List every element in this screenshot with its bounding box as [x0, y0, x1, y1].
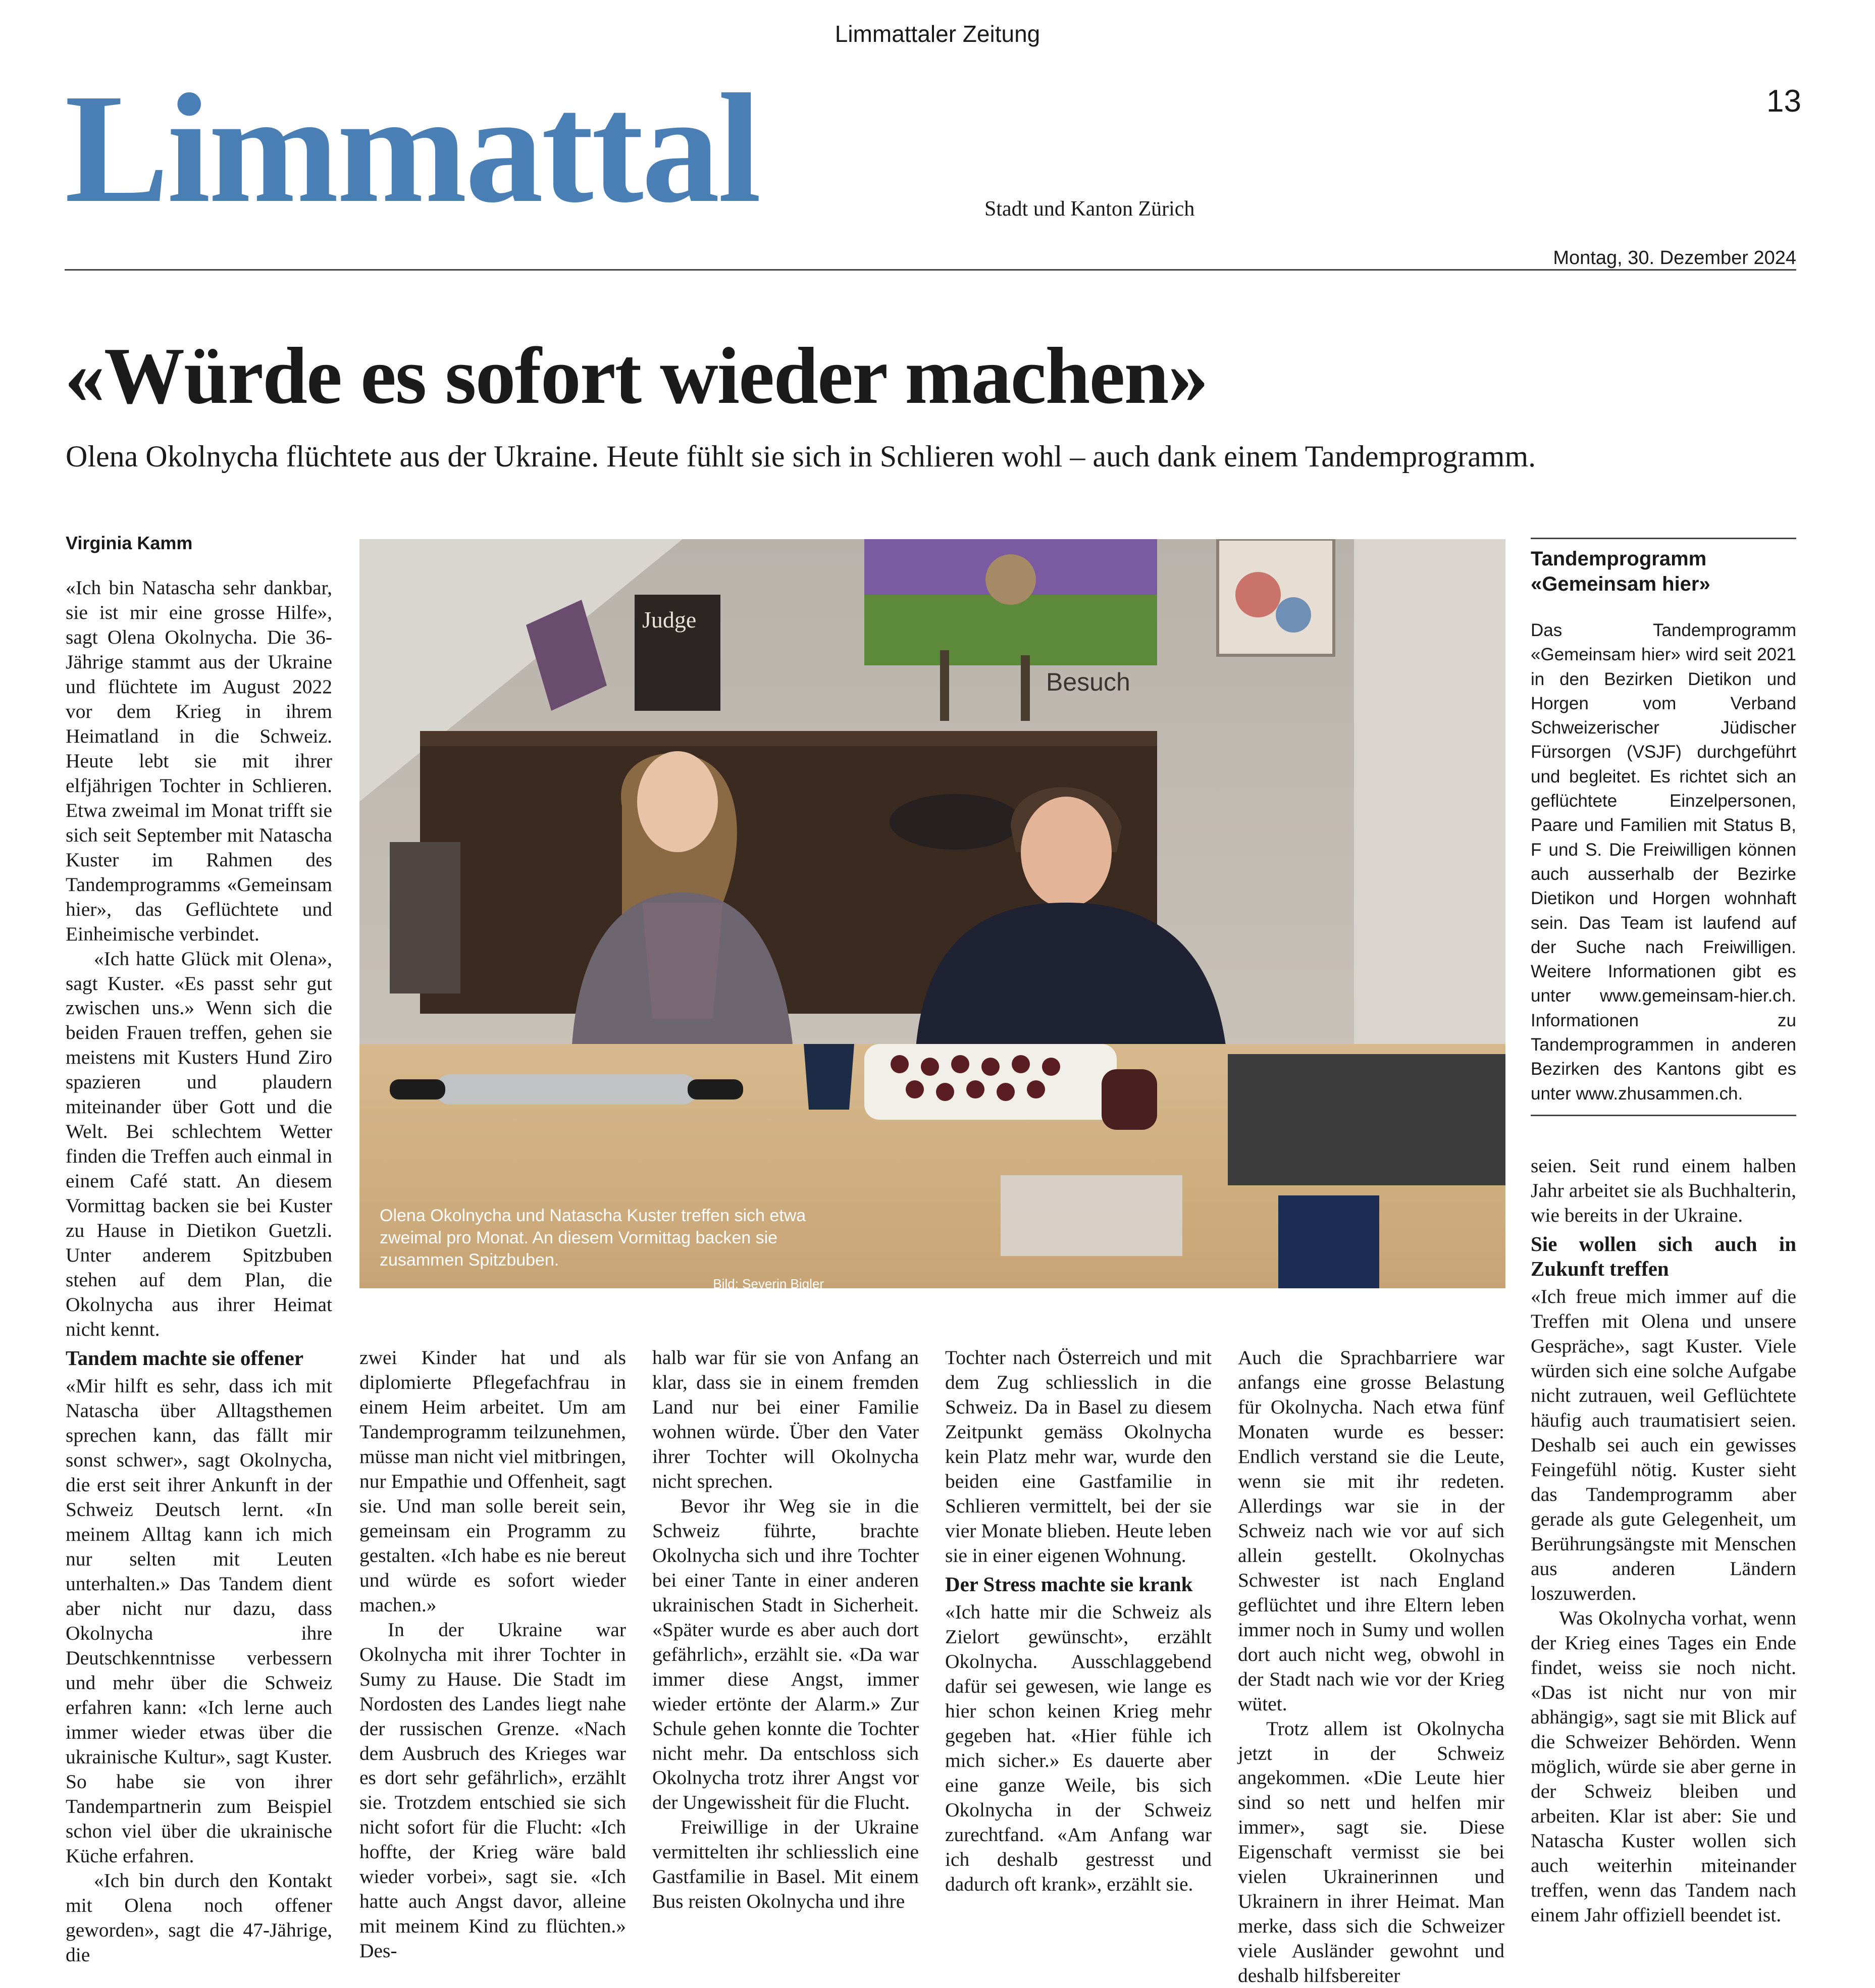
- article-paragraph: zwei Kinder hat und als diplomierte Pflegefachfrau in einem Heim arbeitet. Um am Tandemprogramm teilzunehmen, müsse man nicht viel mitbringen, nur Empathie und Offenheit, sagt sie. Und man solle bereit sein, gemeinsam ein Programm zu gestalten. «Ich habe es nie bereut und würde es sofort wieder machen.»: [359, 1346, 626, 1616]
- article-column-5: [1238, 1345, 1504, 1988]
- photo-credit: Bild: Severin Bigler: [713, 1276, 824, 1291]
- article-paragraph: Bevor ihr Weg sie in die Schweiz führte, brachte Okolnycha sich und ihre Tochter bei einer Tante in einer anderen ukrainischen Stadt in Sicherheit. «Später wurde es aber auch dort gefährlich», erzählt sie. «Da war immer diese Angst, immer wieder ertönte der Alarm.» Zur Schule gehen konnte die Tochter nicht mehr. Da entschloss sich Okolnycha trotz ihrer Angst vor der Ungewissheit für die Flucht.: [652, 1494, 919, 1814]
- section-heading: Sie wollen sich auch in Zukunft treffen: [1531, 1232, 1796, 1281]
- article-column-1: [66, 576, 332, 1967]
- section-masthead: Limmattal: [65, 62, 759, 235]
- photo-caption: [380, 1205, 824, 1294]
- article-paragraph: halb war für sie von Anfang an klar, dass sie in einem fremden Land nur bei einer Familie wohnen würde. Über den Vater ihrer Tochter will Okolnycha nicht sprechen.: [652, 1346, 919, 1492]
- poster-text: Judge: [642, 607, 697, 633]
- photo-illustration: [359, 539, 1505, 1288]
- article-paragraph: seien. Seit rund einem halben Jahr arbeitet sie als Buchhalterin, wie bereits in der Ukraine.: [1531, 1155, 1796, 1226]
- article-paragraph: Tochter nach Österreich und mit dem Zug schliesslich in die Schweiz. Da in Basel zu diesem Zeitpunkt gemäss Okolnycha kein Platz mehr war, wurde den beiden eine Gastfamilie in Schlieren vermittelt, bei der sie vier Monate blieben. Heute leben sie in einer eigenen Wohnung.: [945, 1346, 1212, 1566]
- caption-text: Olena Okolnycha und Natascha Kuster treffen sich etwa zweimal pro Monat. An diesem Vormittag backen sie zusammen Spitzbuben.: [380, 1206, 806, 1270]
- info-box-text: Das Tandemprogramm «Gemeinsam hier» wird seit 2021 in den Bezirken Dietikon und Horgen vom Verband Schweizerischer Jüdischer Fürsorgen (VSJF) durchgeführt und begleitet. Es richtet sich an geflüchtete Einzelpersonen, Paare und Familien mit Status B, F und S. Die Freiwilligen können auch ausserhalb der Bezirke Dietikon und Horgen wohnhaft sein. Das Team ist laufend auf der Suche nach Freiwilligen. Weitere Informationen gibt es unter www.gemeinsam-hier.ch. Informationen zu Tandemprogrammen in anderen Bezirken des Kantons gibt es unter www.zhusammen.ch.: [1531, 620, 1796, 1104]
- article-column-2: [359, 1345, 626, 1963]
- article-paragraph: «Ich hatte Glück mit Olena», sagt Kuster. «Es passt sehr gut zwischen uns.» Wenn sich die beiden Frauen treffen, gehen sie meistens mit Kusters Hund Ziro spazieren und plaudern miteinander über Gott und die Welt. Bei schlechtem Wetter finden die Treffen auch einmal in einem Café statt. An diesem Vormittag backen sie bei Kuster zu Hause in Dietikon Guetzli. Unter anderem Spitzbuben stehen auf dem Plan, die Okolnycha aus ihrer Heimat nicht kennt.: [66, 947, 332, 1341]
- article-paragraph: Was Okolnycha vorhat, wenn der Krieg eines Tages ein Ende findet, weiss sie noch nicht. «Das ist nicht nur von mir abhängig», sagt sie mit Blick auf die Schweizer Behörden. Wenn möglich, würde sie aber gerne in der Schweiz bleiben und arbeiten. Klar ist aber: Sie und Natascha Kuster wollen sich auch weiterhin miteinander treffen, wenn das Tandem nach einem Jahr offiziell beendet ist.: [1531, 1606, 1796, 1926]
- info-box-rule: [1531, 538, 1796, 539]
- article-subhead: Olena Okolnycha flüchtete aus der Ukraine. Heute fühlt sie sich in Schlieren wohl – auch dank einem Tandemprogramm.: [66, 440, 1536, 473]
- section-subtitle: Stadt und Kanton Zürich: [984, 197, 1195, 221]
- article-paragraph: Freiwillige in der Ukraine vermittelten ihr schliesslich eine Gastfamilie in Basel. Mit einem Bus reisten Okolnycha und ihre: [652, 1816, 919, 1913]
- page-number: 13: [1766, 84, 1801, 119]
- section-heading: Der Stress machte sie krank: [945, 1572, 1193, 1596]
- article-paragraph: Trotz allem ist Okolnycha jetzt in der Schweiz angekommen. «Die Leute hier sind so nett und helfen mir immer», sagt sie. Diese Eigenschaft vermisst sie bei vielen Ukrainerinnen und Ukrainern in ihrer Heimat. Man merke, dass sich die Schweizer viele Ausländer gewohnt und deshalb hilfsbereiter: [1238, 1717, 1504, 1987]
- article-column-6: [1531, 1154, 1796, 1927]
- issue-date: Montag, 30. Dezember 2024: [1553, 247, 1796, 269]
- article-column-4: [945, 1345, 1212, 1897]
- article-paragraph: «Ich freue mich immer auf die Treffen mit Olena und unsere Gespräche», sagt Kuster. Viele würden sich eine solche Aufgabe nicht zutrauen, weil Geflüchtete häufig auch traumatisiert seien. Deshalb sei auch ein gewisses Feingefühl nötig. Kuster sieht das Tandemprogramm aber gerade als gute Gelegenheit, um Berührungsängste mit Menschen aus anderen Ländern loszuwerden.: [1531, 1285, 1796, 1604]
- info-box-title: Tandemprogramm «Gemeinsam hier»: [1531, 548, 1710, 595]
- sign-text: Besuch: [1046, 668, 1130, 696]
- article-paragraph: «Ich bin durch den Kontakt mit Olena noch offener geworden», sagt die 47-Jährige, die: [66, 1869, 332, 1966]
- article-column-3: [652, 1345, 919, 1914]
- article-paragraph: In der Ukraine war Okolnycha mit ihrer Tochter in Sumy zu Hause. Die Stadt im Nordosten des Landes liegt nahe der russischen Grenze. «Nach dem Ausbruch des Krieges war es dort sehr gefährlich», erzählt sie. Trotzdem entschied sie sich nicht sofort für die Flucht: «Ich hoffte, der Krieg wäre bald wieder vorbei», sagt sie. «Ich hatte auch Angst davor, alleine mit meinem Kind zu flüchten.» Des-: [359, 1618, 626, 1962]
- article-paragraph: «Mir hilft es sehr, dass ich mit Natascha über Alltagsthemen sprechen kann, das fällt mir sonst schwer», sagt Okolnycha, die erst seit ihrer Ankunft in der Schweiz Deutsch lernt. «In meinem Alltag kann ich mich nur selten mit Leuten unterhalten.» Das Tandem dient aber nicht nur dazu, dass Okolnycha ihre Deutschkenntnisse verbessern und mehr über die Schweiz erfahren kann: «Ich lerne auch immer wieder etwas über die ukrainische Kultur», sagt Kuster. So habe sie von ihrer Tandempartnerin zum Beispiel schon viel über die ukrainische Küche erfahren.: [66, 1375, 332, 1867]
- article-author: Virginia Kamm: [66, 533, 193, 553]
- article-photo: [359, 539, 1505, 1288]
- header-rule: [65, 269, 1796, 271]
- article-paragraph: «Ich bin Natascha sehr dankbar, sie ist mir eine grosse Hilfe», sagt Olena Okolnycha. Die 36-Jährige stammt aus der Ukraine und flüchtete im August 2022 vor dem Krieg in ihrem Heimatland in die Schweiz. Heute lebt sie mit ihrer elfjährigen Tochter in Schlieren. Etwa zweimal im Monat trifft sie sich seit September mit Natascha Kuster im Rahmen des Tandemprogramms «Gemeinsam hier», das Geflüchtete und Einheimische verbindet.: [66, 577, 332, 945]
- section-heading: Tandem machte sie offener: [66, 1346, 304, 1370]
- article-headline: «Würde es sofort wieder machen»: [65, 331, 1208, 421]
- newspaper-name: Limmattaler Zeitung: [835, 21, 1040, 47]
- article-paragraph: Auch die Sprachbarriere war anfangs eine grosse Belastung für Okolnycha. Nach etwa fünf Monaten wurde es besser: Endlich verstand sie die Leute, wenn sie mit ihr redeten. Allerdings war sie in der Schweiz nach wie vor auf sich allein gestellt. Okolnychas Schwester ist nach England geflüchtet und ihre Eltern leben immer noch in Sumy und wollen dort auch nicht weg, obwohl in der Stadt nach wie vor der Krieg wütet.: [1238, 1346, 1504, 1715]
- article-paragraph: «Ich hatte mir die Schweiz als Zielort gewünscht», erzählt Okolnycha. Ausschlaggebend dafür sei gewesen, wie lange es hier schon keinen Krieg mehr gegeben hat. «Hier fühle ich mich sicher.» Es dauerte aber eine ganze Weile, bis sich Okolnycha in der Schweiz zurechtfand. «Am Anfang war ich deshalb gestresst und dadurch oft krank», erzählt sie.: [945, 1600, 1212, 1895]
- info-box-bottom-rule: [1531, 1115, 1796, 1116]
